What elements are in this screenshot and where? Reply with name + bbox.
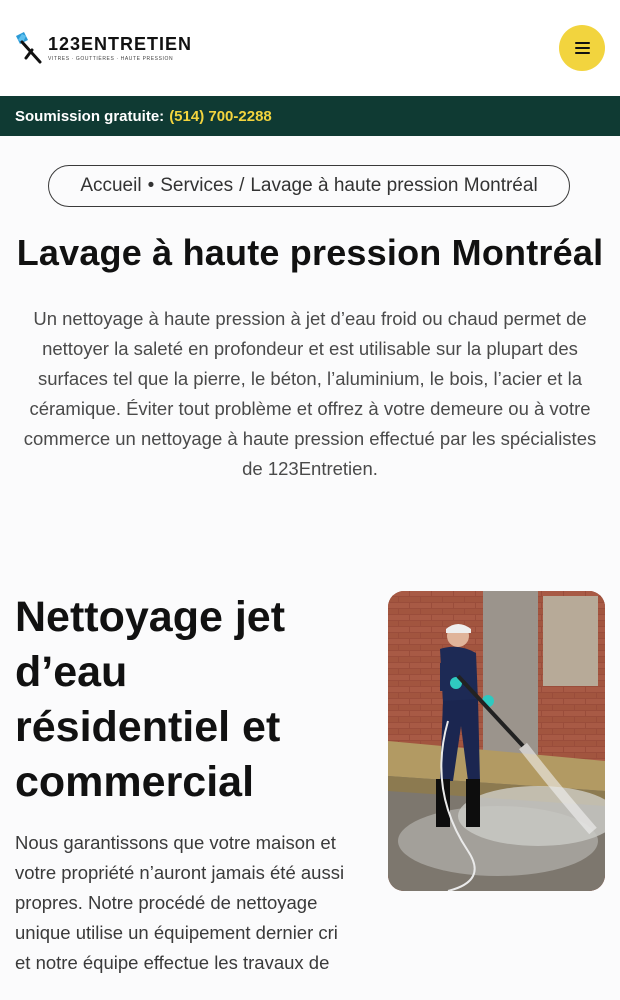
intro-paragraph: Un nettoyage à haute pression à jet d’eau froid ou chaud permet de nettoyer la saleté en profondeur et est utilisable sur la plupart des surfaces tel que la pierre, le béton, l’aluminium, le bois, l’acier et la céramique. Éviter tout problème et offrez à votre demeure ou à votre commerce un nettoyage à haute pression effectué par les spécialistes de 123Entretien. — [23, 308, 597, 479]
page-title: Lavage à haute pression Montréal — [16, 232, 604, 273]
phone-link[interactable]: (514) 700-2288 — [169, 107, 272, 125]
quote-bar — [0, 96, 620, 136]
site-header — [0, 0, 620, 96]
pressure-washing-photo — [388, 591, 605, 891]
logo-name: 123ENTRETIEN — [48, 33, 193, 54]
quote-label: Soumission gratuite: — [15, 107, 165, 125]
breadcrumb-services-link[interactable]: Services — [160, 175, 234, 196]
squeegee-logo-icon — [14, 30, 44, 66]
section-title: Nettoyage jet d’eau résidentiel et commercial — [15, 593, 286, 806]
breadcrumb-home-link[interactable]: Accueil — [80, 175, 142, 196]
breadcrumb-separator: • — [147, 175, 155, 196]
section-paragraph: Nous garantissons que votre maison et votre propriété n’auront jamais été aussi propres. Notre procédé de nettoyage unique utilise un équipement dernier cri et notre équipe effectue les travaux de — [15, 832, 345, 973]
logo-tagline: VITRES · GOUTTIÈRES · HAUTE PRESSION — [48, 55, 174, 62]
breadcrumb-current: Lavage à haute pression Montréal — [250, 175, 538, 196]
site-logo[interactable] — [14, 30, 192, 66]
breadcrumb-separator: / — [239, 175, 245, 196]
hamburger-menu-icon — [575, 42, 590, 54]
breadcrumb — [48, 165, 570, 207]
menu-button[interactable] — [559, 25, 605, 71]
